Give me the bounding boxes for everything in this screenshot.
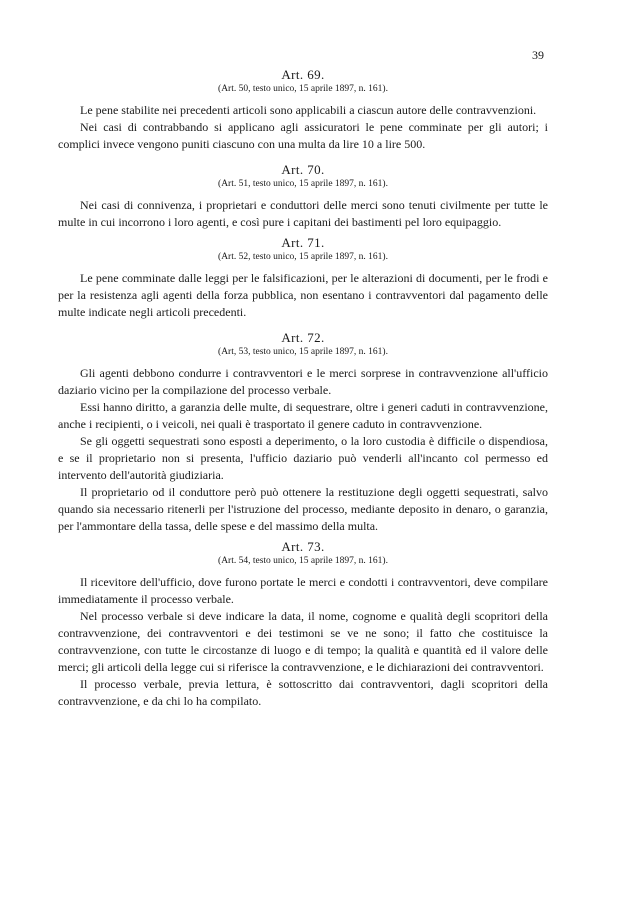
paragraph: Nei casi di contrabbando si applicano agli assicuratori le pene comminate per gli autori; i complici invece vengono puniti ciascuno con una multa da lire 10 a lire 500. (58, 120, 548, 151)
document-body (58, 66, 548, 710)
article-reference: (Art. 54, testo unico, 15 aprile 1897, n. 161). (218, 556, 388, 566)
paragraph: Le pene comminate dalle leggi per le falsificazioni, per le alterazioni di documenti, per le frodi e per la resistenza agli agenti della forza pubblica, non esentano i contravventori dal pagamento delle multe indicate negli articoli precedenti. (58, 271, 548, 319)
article-title: Art. 70. (281, 162, 325, 177)
paragraph: Il processo verbale, previa lettura, è sottoscritto dai contravventori, dagli scopritori della contravvenzione, e da chi lo ha compilato. (58, 677, 548, 708)
paragraph: Essi hanno diritto, a garanzia delle multe, di sequestrare, oltre i generi caduti in contravvenzione, anche i recipienti, o i veicoli, nei quali è trasportato il genere caduto in contravvenzione. (58, 400, 548, 431)
article-reference: (Art. 50, testo unico, 15 aprile 1897, n. 161). (218, 84, 388, 94)
paragraph: Se gli oggetti sequestrati sono esposti a deperimento, o la loro custodia è difficile o dispendiosa, e se il proprietario non si presenta, l'ufficio daziario può venderli all'incanto col permesso ed intervento dell'autorità giudiziaria. (58, 434, 548, 482)
article-73 (58, 538, 548, 710)
article-reference: (Art. 51, testo unico, 15 aprile 1897, n. 161). (218, 179, 388, 189)
paragraph: Nei casi di connivenza, i proprietari e conduttori delle merci sono tenuti civilmente per tutte le multe in cui incorrono i loro agenti, e così pure i capitani dei bastimenti pel loro equipaggio. (58, 198, 548, 229)
article-reference: (Art. 52, testo unico, 15 aprile 1897, n. 161). (218, 252, 388, 262)
article-72 (58, 329, 548, 535)
paragraph: Il proprietario od il conduttore però può ottenere la restituzione degli oggetti sequestrati, salvo quando sia necessario ritenerli per l'istruzione del processo, mediante deposito in denaro, o garanzia, per l'ammontare della tassa, delle spese e del massimo della multa. (58, 485, 548, 533)
article-title: Art. 73. (281, 539, 325, 554)
article-70 (58, 161, 548, 231)
article-reference: (Art, 53, testo unico, 15 aprile 1897, n. 161). (218, 347, 388, 357)
article-title: Art. 69. (281, 67, 325, 82)
page-number: 39 (532, 48, 544, 62)
paragraph: Nel processo verbale si deve indicare la data, il nome, cognome e qualità degli scopritori della contravvenzione, dei contravventori e dei testimoni se ve ne sono; il fatto che costituisce la contravvenzione, con tutte le circostanze di luogo e di tempo; la qualità e quantità ed il valore delle merci; gli articoli della legge cui si riferisce la contravvenzione, e le dichiarazioni dei contravventori. (58, 609, 548, 674)
article-title: Art. 71. (281, 235, 325, 250)
article-69 (58, 66, 548, 153)
paragraph: Il ricevitore dell'ufficio, dove furono portate le merci e condotti i contravventori, deve compilare immediatamente il processo verbale. (58, 575, 548, 606)
paragraph: Le pene stabilite nei precedenti articoli sono applicabili a ciascun autore delle contravvenzioni. (80, 103, 537, 117)
paragraph: Gli agenti debbono condurre i contravventori e le merci sorprese in contravvenzione all'ufficio daziario vicino per la compilazione del processo verbale. (58, 366, 548, 397)
article-71 (58, 234, 548, 321)
article-title: Art. 72. (281, 330, 325, 345)
